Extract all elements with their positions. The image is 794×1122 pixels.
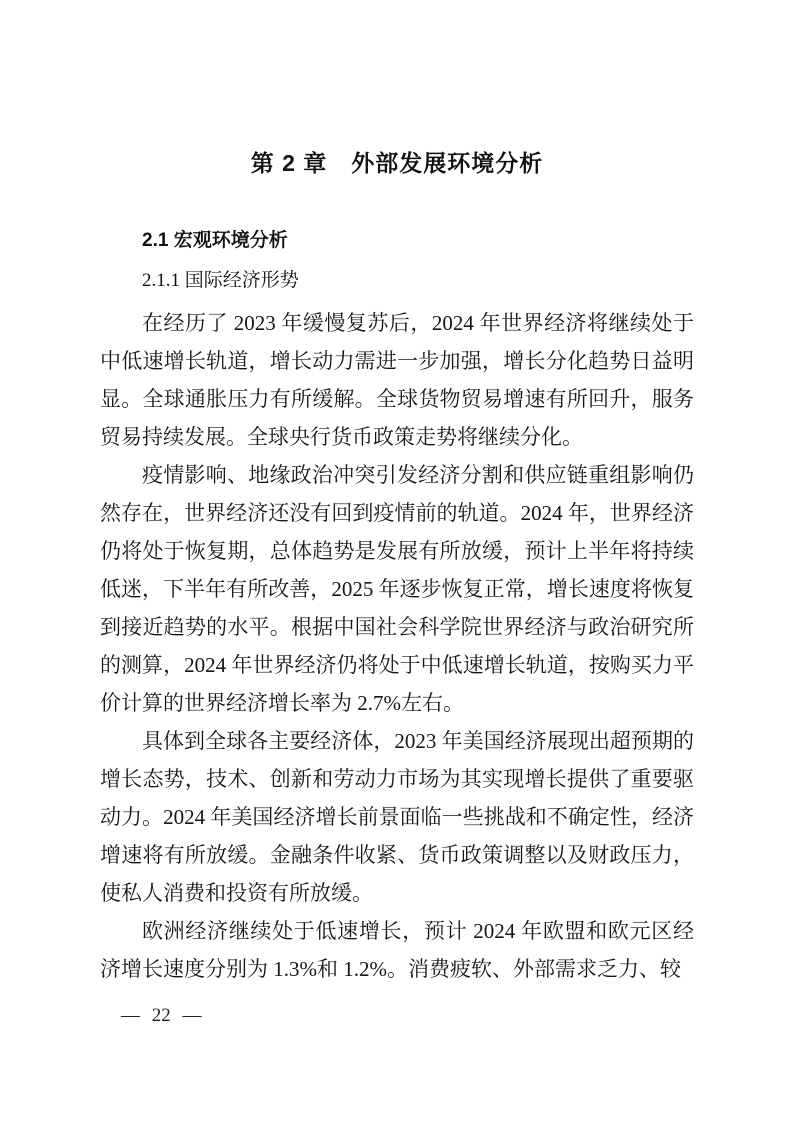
paragraph-3: 具体到全球各主要经济体，2023 年美国经济展现出超预期的增长态势，技术、创新和劳动力市场为其实现增长提供了重要驱动力。2024 年美国经济增长前景面临一些挑战和不确定性，经济增速将有所放缓。金融条件收紧、货币政策调整以及财政压力，使私人消费和投资有所放缓。	[100, 729, 694, 905]
page-number-footer: — 22 —	[121, 1005, 202, 1026]
paragraph-1: 在经历了 2023 年缓慢复苏后，2024 年世界经济将继续处于中低速增长轨道，增长动力需进一步加强，增长分化趋势日益明显。全球通胀压力有所缓解。全球货物贸易增速有所回升，服务贸易持续发展。全球央行货币政策走势将继续分化。	[100, 311, 694, 449]
chapter-title: 第 2 章 外部发展环境分析	[250, 150, 544, 176]
page-content	[100, 0, 694, 988]
subsection-heading-2-1-1: 2.1.1 国际经济形势	[142, 270, 299, 291]
paragraph-4: 欧洲经济继续处于低速增长，预计 2024 年欧盟和欧元区经济增长速度分别为 1.3%和 1.2%。消费疲软、外部需求乏力、较	[100, 919, 694, 981]
paragraph-2: 疫情影响、地缘政治冲突引发经济分割和供应链重组影响仍然存在，世界经济还没有回到疫情前的轨道。2024 年，世界经济仍将处于恢复期，总体趋势是发展有所放缓，预计上半年将持续低迷，下半年有所改善，2025 年逐步恢复正常，增长速度将恢复到接近趋势的水平。根据中国社会科学院世界经济与政治研究所的测算，2024 年世界经济仍将处于中低速增长轨道，按购买力平价计算的世界经济增长率为 2.7%左右。	[100, 463, 694, 715]
section-heading-2-1: 2.1 宏观环境分析	[142, 230, 288, 251]
